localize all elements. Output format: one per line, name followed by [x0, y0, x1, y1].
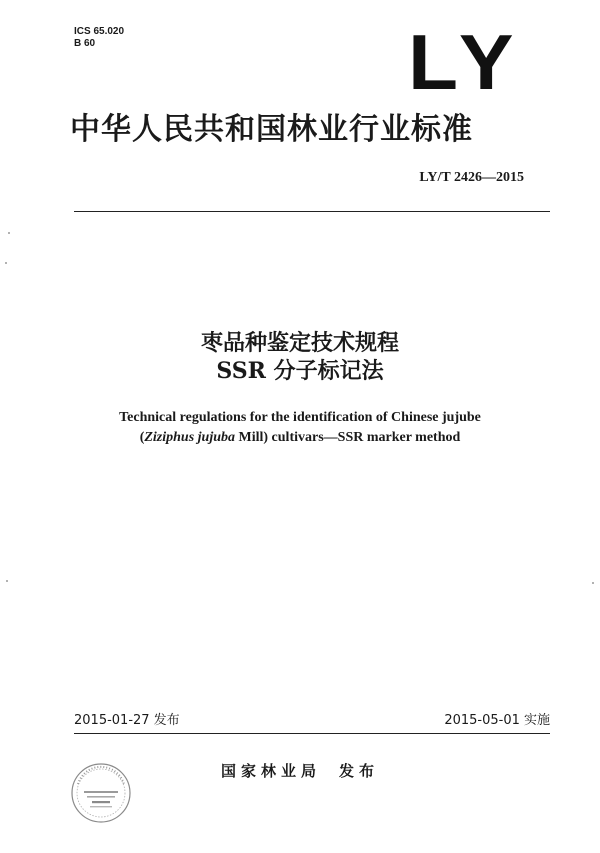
publish-action: 发布: [339, 762, 380, 780]
chinese-title-line-1: 枣品种鉴定技术规程: [200, 331, 399, 356]
publisher-name: 国家林业局: [220, 762, 321, 780]
ccs-code: B 60: [74, 38, 96, 49]
implementation-date: 2015-05-01 实施: [444, 713, 550, 728]
header-divider: [74, 211, 550, 212]
english-title-species: Ziziphus jujuba: [144, 430, 236, 445]
english-title-rest: Mill) cultivars—SSR marker method: [235, 430, 461, 445]
standard-number: LY/T 2426—2015: [419, 170, 524, 185]
ics-code: ICS 65.020: [74, 26, 125, 37]
scan-speck: [6, 580, 8, 582]
issue-date: 2015-01-27 发布: [74, 713, 180, 728]
english-title-line-2: [0, 429, 600, 447]
footer-divider: [74, 733, 550, 734]
scan-speck: [8, 232, 10, 234]
english-title-open-paren: (: [139, 430, 145, 445]
english-title-line-1: Technical regulations for the identification of Chinese jujube: [119, 410, 481, 425]
publisher-line: [0, 762, 600, 780]
chinese-title-line-2: SSR 分子标记法: [216, 358, 384, 384]
scan-speck: [5, 262, 7, 264]
scan-speck: [592, 582, 594, 584]
standard-category-title: 中华人民共和国林业行业标准: [70, 112, 473, 147]
series-logo: LY: [408, 18, 522, 106]
